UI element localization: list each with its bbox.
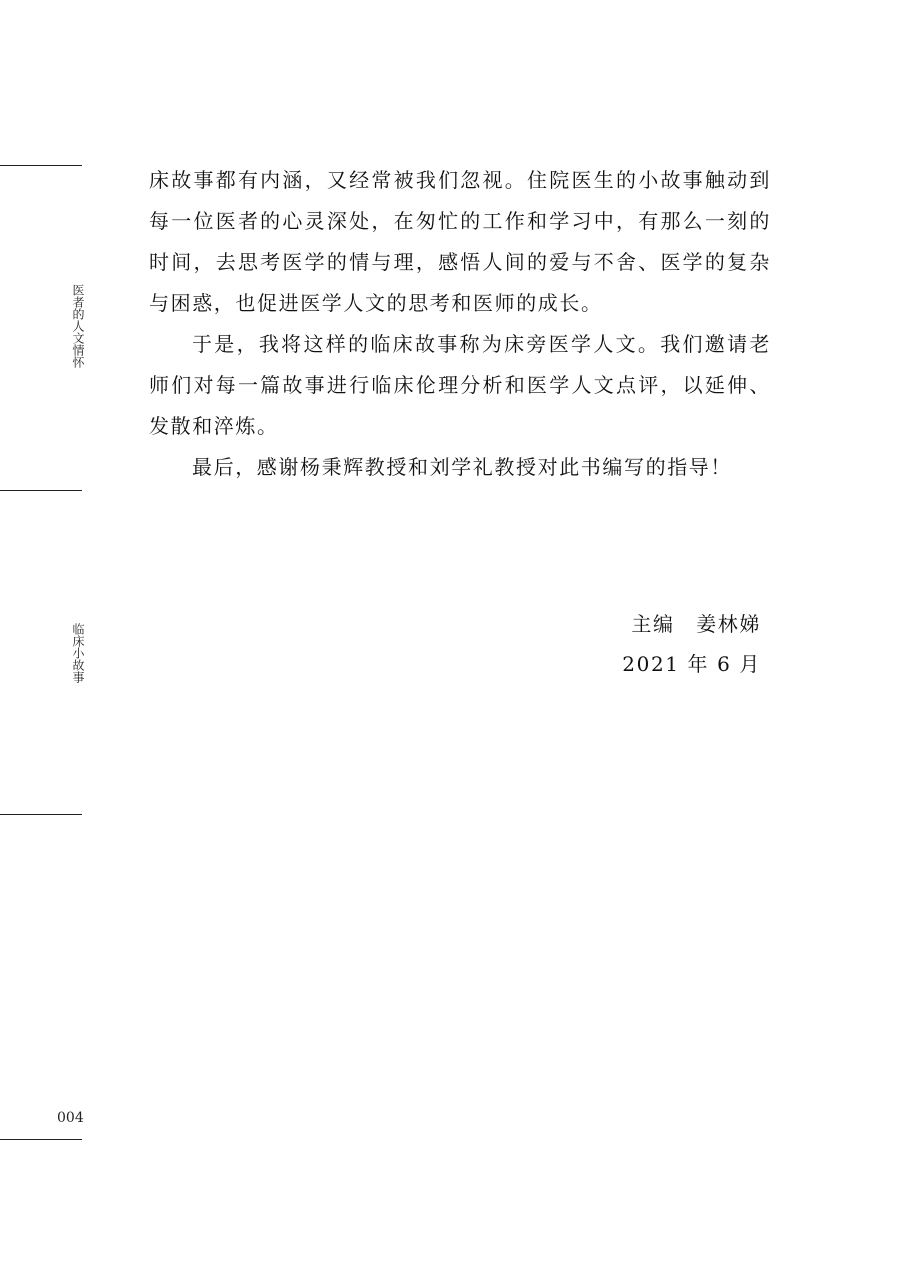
signature-date: 2021 年 6 月: [622, 652, 761, 676]
margin-rule-2: [0, 490, 82, 491]
preface-body: [149, 160, 771, 488]
page-number: 004: [57, 1110, 84, 1126]
margin-rule-4: [0, 1139, 82, 1140]
side-section-title: 临床小故事: [71, 623, 85, 683]
paragraph-continued: 床故事都有内涵，又经常被我们忽视。住院医生的小故事触动到每一位医者的心灵深处，在匆忙的工作和学习中，有那么一刻的时间，去思考医学的情与理，感悟人间的爱与不舍、医学的复杂与困惑，也促进医学人文的思考和医师的成长。: [149, 168, 771, 315]
margin-rule-1: [0, 165, 82, 166]
paragraph-bedside-humanities: 于是，我将这样的临床故事称为床旁医学人文。我们邀请老师们对每一篇故事进行临床伦理分析和医学人文点评，以延伸、发散和淬炼。: [149, 332, 771, 438]
paragraph-acknowledgement: 最后，感谢杨秉辉教授和刘学礼教授对此书编写的指导！: [192, 455, 732, 479]
side-book-title: 医者的人文情怀: [71, 284, 85, 368]
margin-rule-3: [0, 814, 82, 815]
editor-signature: 主编 姜林娣: [631, 612, 761, 636]
